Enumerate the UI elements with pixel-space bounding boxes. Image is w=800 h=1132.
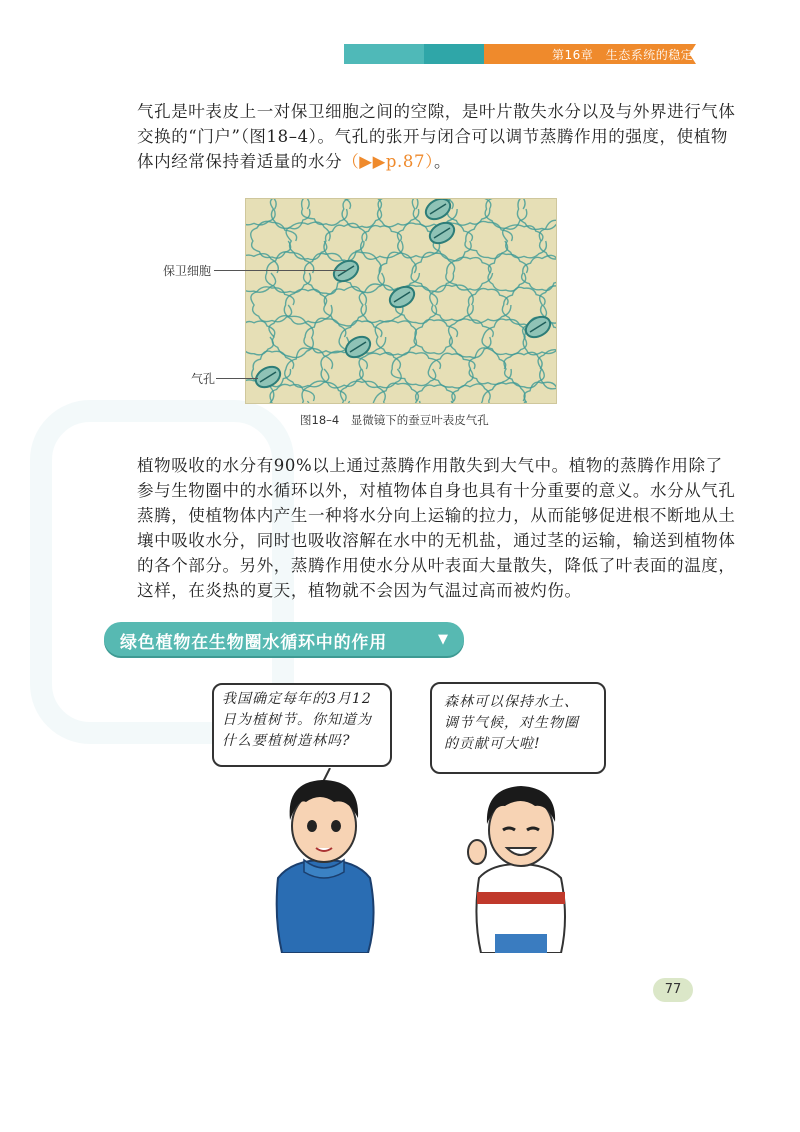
epidermal-cell-outline [428,353,475,388]
epidermal-cell-outline [340,381,385,403]
paragraph-stomata [104,99,737,174]
epidermal-cell-outline [503,225,547,258]
stoma-guard-cells [422,199,454,223]
epidermal-cell-outline [452,384,490,403]
epidermal-cell-outline [342,199,381,227]
page-number: 77 [653,978,693,1002]
paragraph-stomata-end: 。 [433,152,452,171]
epidermal-cell-outline [324,223,367,261]
stoma-label: 气孔 [191,372,216,386]
epidermal-cell-outline [467,289,510,324]
header-teal-block [344,44,424,64]
speech-bubble-right: 森林可以保持水土、调节气候，对生物圈的贡献可大啦! [430,682,606,774]
epidermal-cell-outline [324,287,367,327]
epidermal-cell-outline [375,321,416,355]
epidermal-cell-outline [481,383,526,403]
paragraph-transpiration: 植物吸收的水分有90%以上通过蒸腾作用散失到大气中。植物的蒸腾作用除了参与生物圈中的水循环以外，对植物体自身也具有十分重要的意义。水分从气孔蒸腾，使植物体内产生一种将水分向上运输的拉力，从而能够促进根不断地从土壤中吸收水分，同时也吸收溶解在水中的无机盐，通过茎的运输，输送到植物体的各个部分。另外，蒸腾作用使水分从叶表面大量散失，降低了叶表面的温度，这样，在炎热的夏天，植物就不会因为气温过高而被灼伤。 [137,456,736,600]
boy-left-illustration [260,768,390,953]
chapter-title: 第16章 生态系统的稳定 [552,48,694,62]
boy-right-illustration [455,778,585,953]
guard-cell-leader-line [214,270,346,271]
header-teal-block-dark [424,44,484,64]
stoma-leader-line [216,378,258,379]
section-title: 绿色植物在生物圈水循环中的作用 [120,633,387,653]
epidermal-cell-outline [359,353,401,388]
paragraph-stomata-text: 气孔是叶表皮上一对保卫细胞之间的空隙，是叶片散失水分以及与外界进行气体交换的“门户”（图18–4）。气孔的张开与闭合可以调节蒸腾作用的强度，使植物体内经常保持着适量的水分 [137,102,736,171]
epidermal-cell-outline [449,319,494,358]
section-banner [104,622,464,656]
figure-caption: 图18–4 显微镜下的蚕豆叶表皮气孔 [300,413,489,427]
epidermal-cell-outline [361,226,403,260]
epidermal-cell-outline [524,382,556,403]
epidermal-cell-outline [485,199,527,229]
speech-bubble-left: 我国确定每年的3月12日为植树节。你知道为什么要植树造林吗? [212,683,392,767]
micrograph-cells [246,199,556,403]
page-reference-link[interactable]: （▶▶p.87） [342,152,434,171]
micrograph-image [245,198,557,404]
epidermal-cell-outline [517,199,556,229]
chapter-header [344,44,696,64]
guard-cell-label: 保卫细胞 [163,264,212,278]
stoma-guard-cells [522,313,554,342]
triangle-down-icon[interactable]: ▼ [438,632,448,647]
